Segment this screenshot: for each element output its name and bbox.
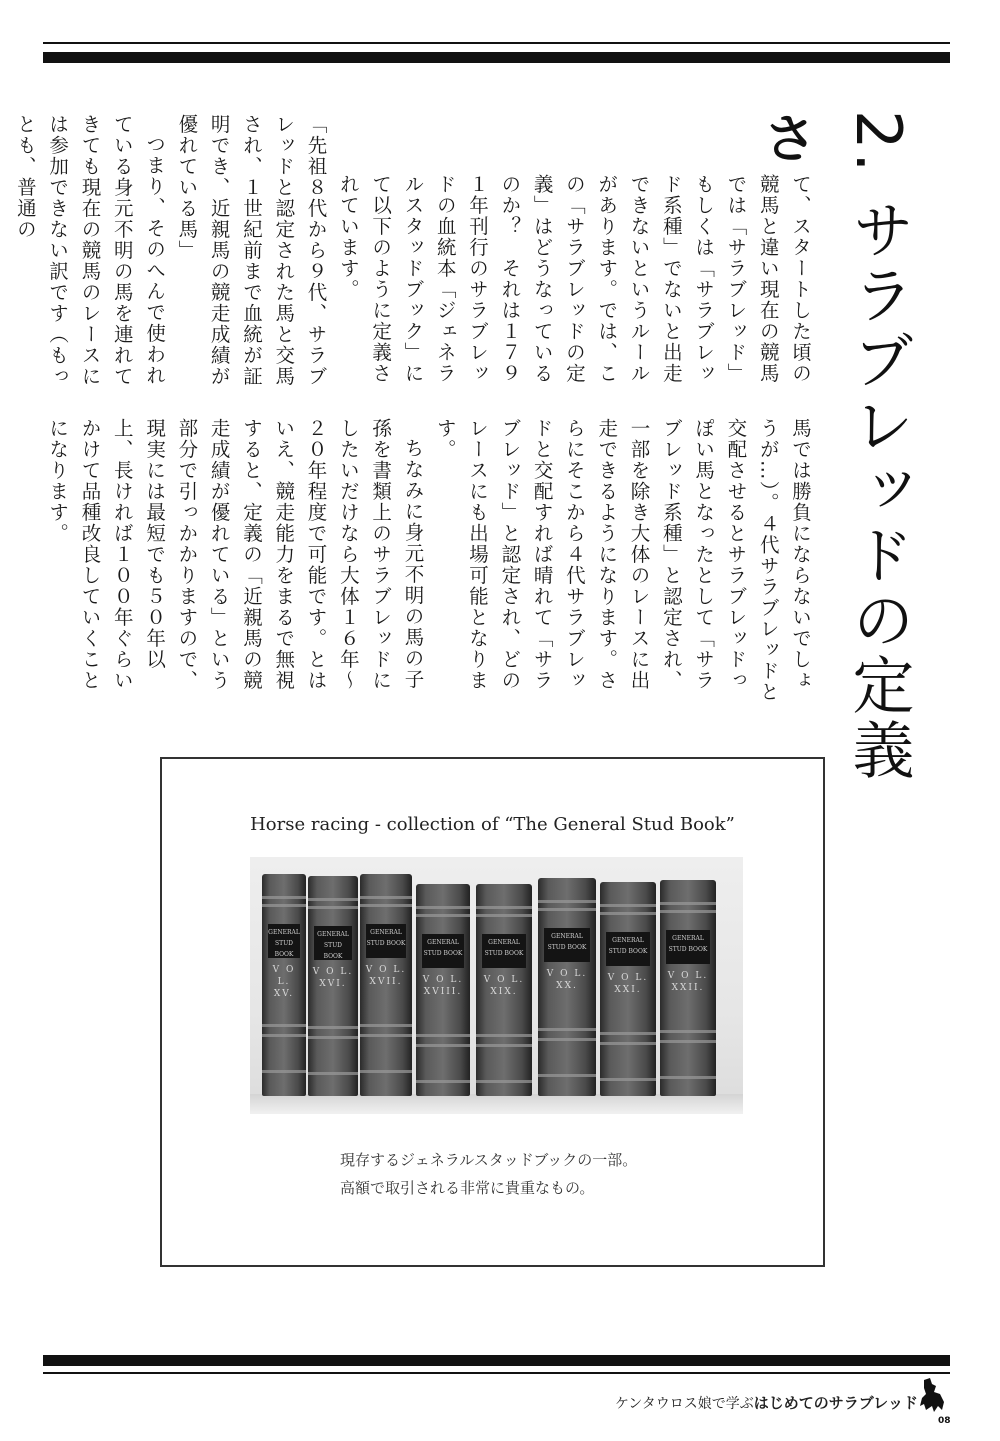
book-spine-label: GENERAL STUD BOOK (606, 932, 650, 966)
book-band (308, 906, 358, 909)
book-band (416, 1080, 470, 1083)
book-band (416, 1034, 470, 1037)
section-title: 2. サラブレッドの定義 (842, 110, 915, 783)
book-volume-label: V O L. XVI. (312, 967, 354, 989)
book-band (262, 1034, 306, 1037)
book-spine-label: GENERAL STUD BOOK (314, 926, 352, 960)
book-band (360, 1024, 412, 1027)
book-volume-label: V O L. XIX. (483, 975, 525, 997)
footer-series-title (615, 1392, 918, 1413)
upper-paragraph-2: 「先祖８代から９代、サラブレッドと認定された馬と交馬され、１世紀前まで血統が証明でき、近親馬の競走成績が優れている馬」 (175, 114, 328, 387)
book-spine (308, 876, 358, 1096)
book-band (416, 906, 470, 909)
book-volume-label: V O L. XX. (546, 969, 588, 991)
book-spine (538, 878, 596, 1096)
lower-paragraph-2: ちなみに身元不明の馬の子孫を書類上のサラブレッドにしたいだけなら大体１６年～２０年程度で可能です。とはいえ、競走能力をまるで無視すると、定義の「近親馬の競走成績が優れている」という部分で引っかかりますので、現実には最短でも５０年以上、長ければ１００年ぐらいかけて品種改良していくことになります。 (46, 418, 425, 691)
book-band (538, 900, 596, 903)
lower-paragraph-1: 馬では勝負にならないでしょうが…）。４代サラブレッドと交配させるとサラブレッドっぽい馬となったとして「サラブレッド系種」と認定され、一部を除き大体のレースに出走できるようになります。さらにそこから４代サラブレッドと交配すれば晴れて「サラブレッド」と認定され、どのレースにも出場可能となります。 (433, 418, 812, 703)
drop-cap: さ (763, 110, 816, 170)
body-text-lower (46, 418, 816, 708)
book-band (308, 1036, 358, 1039)
book-spine-label: GENERAL STUD BOOK (544, 928, 590, 962)
book-band (600, 1032, 656, 1035)
book-band (600, 1078, 656, 1081)
book-band (308, 898, 358, 901)
book-band (600, 904, 656, 907)
footer-rule-thin (43, 1372, 950, 1374)
book-spine (416, 884, 470, 1096)
centaur-logo-icon (914, 1376, 948, 1418)
book-volume-label: V O L. XVIII. (422, 975, 464, 997)
photo-figure (160, 757, 825, 1267)
photo-caption-line-1: 現存するジェネラルスタッドブックの一部。 (340, 1151, 638, 1169)
book-spine (476, 884, 532, 1096)
book-band (262, 904, 306, 907)
book-volume-label: V O L. XXI. (607, 973, 649, 995)
upper-paragraph-1: て、スタートした頃の競馬と違い現在の競馬では「サラブレッド」もしくは「サラブレッド系種」でないと出走できないというルールがあります。では、この「サラブレッドの定義」はどうなっているのか？ それは１７９１年刊行のサラブレッドの血統本「ジェネラルスタッドブック」にて以下のように定義されています。 (336, 174, 812, 384)
book-band (262, 896, 306, 899)
photo-shelf-shadow (250, 1094, 743, 1114)
book-band (308, 1072, 358, 1075)
book-band (308, 1026, 358, 1029)
book-spine (660, 880, 716, 1096)
book-band (660, 910, 716, 913)
book-band (360, 1070, 412, 1073)
photo-caption-line-2: 高額で取引される非常に貴重なもの。 (340, 1179, 595, 1197)
book-band (660, 902, 716, 905)
book-band (538, 908, 596, 911)
stud-book-photo (250, 857, 743, 1114)
book-spine (262, 874, 306, 1096)
header-rule-thin (43, 42, 950, 44)
body-text-upper (13, 110, 816, 404)
footer-series-name: はじめてのサラブレッド (753, 1394, 918, 1412)
book-band (660, 1040, 716, 1043)
book-spine-label: GENERAL STUD BOOK (482, 934, 526, 968)
book-spine-label: GENERAL STUD BOOK (366, 924, 406, 958)
book-band (360, 904, 412, 907)
book-band (476, 906, 532, 909)
page-number: 08 (938, 1416, 951, 1426)
book-band (600, 912, 656, 915)
book-band (262, 1070, 306, 1073)
book-volume-label: V O L. XXII. (667, 971, 709, 993)
book-band (476, 1080, 532, 1083)
footer-series-prefix: ケンタウロス娘で学ぶ (614, 1396, 754, 1412)
book-band (476, 914, 532, 917)
book-spine (360, 874, 412, 1096)
book-band (538, 1074, 596, 1077)
book-band (416, 1044, 470, 1047)
book-spine-label: GENERAL STUD BOOK (268, 924, 300, 958)
book-volume-label: V O L. XV. (272, 965, 296, 999)
book-spine-label: GENERAL STUD BOOK (422, 934, 464, 968)
upper-paragraph-3: つまり、そのへんで使われている身元不明の馬を連れてきても現在の競馬のレースには参加できない訳です（もっとも、普通の (13, 114, 167, 387)
footer-rule-thick (43, 1355, 950, 1366)
book-band (360, 1034, 412, 1037)
book-band (538, 1038, 596, 1041)
photo-title: Horse racing - collection of “The General Stud Book” (250, 814, 735, 835)
book-band (538, 1028, 596, 1031)
book-band (416, 914, 470, 917)
book-band (660, 1076, 716, 1079)
book-spine (600, 882, 656, 1096)
book-spine-label: GENERAL STUD BOOK (666, 930, 710, 964)
book-band (476, 1034, 532, 1037)
book-band (360, 896, 412, 899)
book-band (476, 1044, 532, 1047)
header-rule-thick (43, 52, 950, 63)
book-volume-label: V O L. XVII. (365, 965, 407, 987)
book-band (262, 1024, 306, 1027)
book-band (600, 1042, 656, 1045)
book-band (660, 1030, 716, 1033)
